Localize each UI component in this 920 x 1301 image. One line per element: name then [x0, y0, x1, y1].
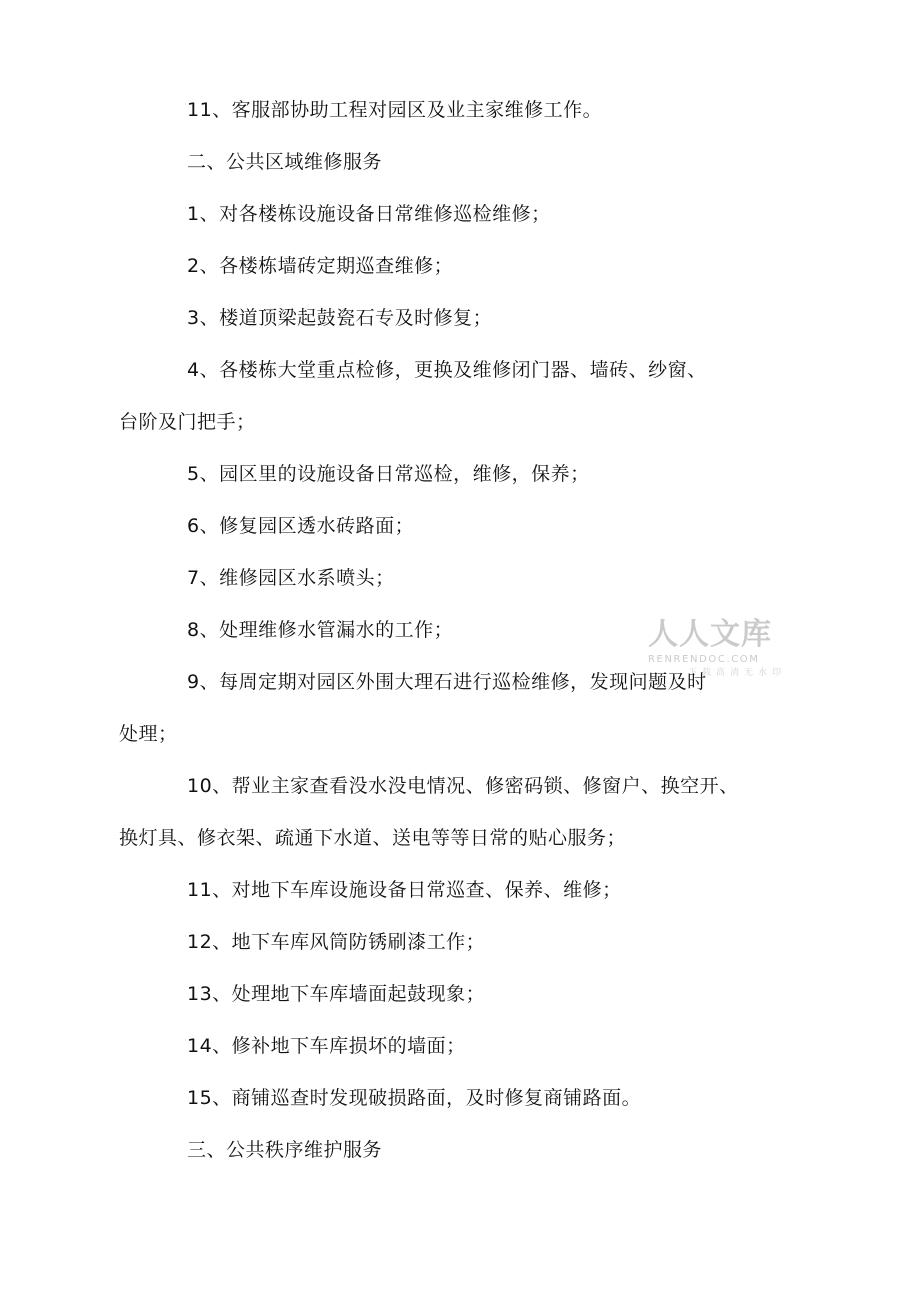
- list-item: 15、商铺巡查时发现破损路面，及时修复商铺路面。: [187, 1087, 642, 1109]
- list-item: 14、修补地下车库损坏的墙面；: [187, 1035, 466, 1057]
- list-item: 12、地下车库风筒防锈刷漆工作；: [187, 931, 486, 953]
- section-heading: 三、公共秩序维护服务: [187, 1139, 383, 1161]
- list-item: 7、维修园区水系喷头；: [187, 567, 395, 589]
- list-item: 10、帮业主家查看没水没电情况、修密码锁、修窗户、换空开、: [187, 775, 739, 797]
- list-item: 11、对地下车库设施设备日常巡查、保养、维修；: [187, 879, 622, 901]
- list-item: 8、处理维修水管漏水的工作；: [187, 619, 454, 641]
- text-line: 11、客服部协助工程对园区及业主家维修工作。: [187, 99, 603, 121]
- list-item: 5、园区里的设施设备日常巡检，维修，保养；: [187, 463, 590, 485]
- watermark-domain: RENRENDOC.COM: [648, 654, 760, 665]
- section-heading: 二、公共区域维修服务: [187, 151, 383, 173]
- list-item: 6、修复园区透水砖路面；: [187, 515, 415, 537]
- list-item-continuation: 台阶及门把手；: [119, 411, 256, 433]
- list-item-continuation: 处理；: [119, 723, 178, 745]
- watermark-tagline: 下载高清无水印: [688, 668, 787, 678]
- list-item: 2、各楼栋墙砖定期巡查维修；: [187, 255, 454, 277]
- list-item: 3、楼道顶梁起鼓瓷石专及时修复；: [187, 307, 493, 329]
- list-item: 1、对各楼栋设施设备日常维修巡检维修；: [187, 203, 551, 225]
- watermark-title: 人人文库: [648, 617, 772, 652]
- list-item-continuation: 换灯具、修衣架、疏通下水道、送电等等日常的贴心服务；: [119, 827, 627, 849]
- list-item: 4、各楼栋大堂重点检修，更换及维修闭门器、墙砖、纱窗、: [187, 359, 707, 381]
- list-item: 13、处理地下车库墙面起鼓现象；: [187, 983, 486, 1005]
- list-item: 9、每周定期对园区外围大理石进行巡检维修，发现问题及时: [187, 671, 707, 693]
- watermark-logo: [640, 617, 787, 686]
